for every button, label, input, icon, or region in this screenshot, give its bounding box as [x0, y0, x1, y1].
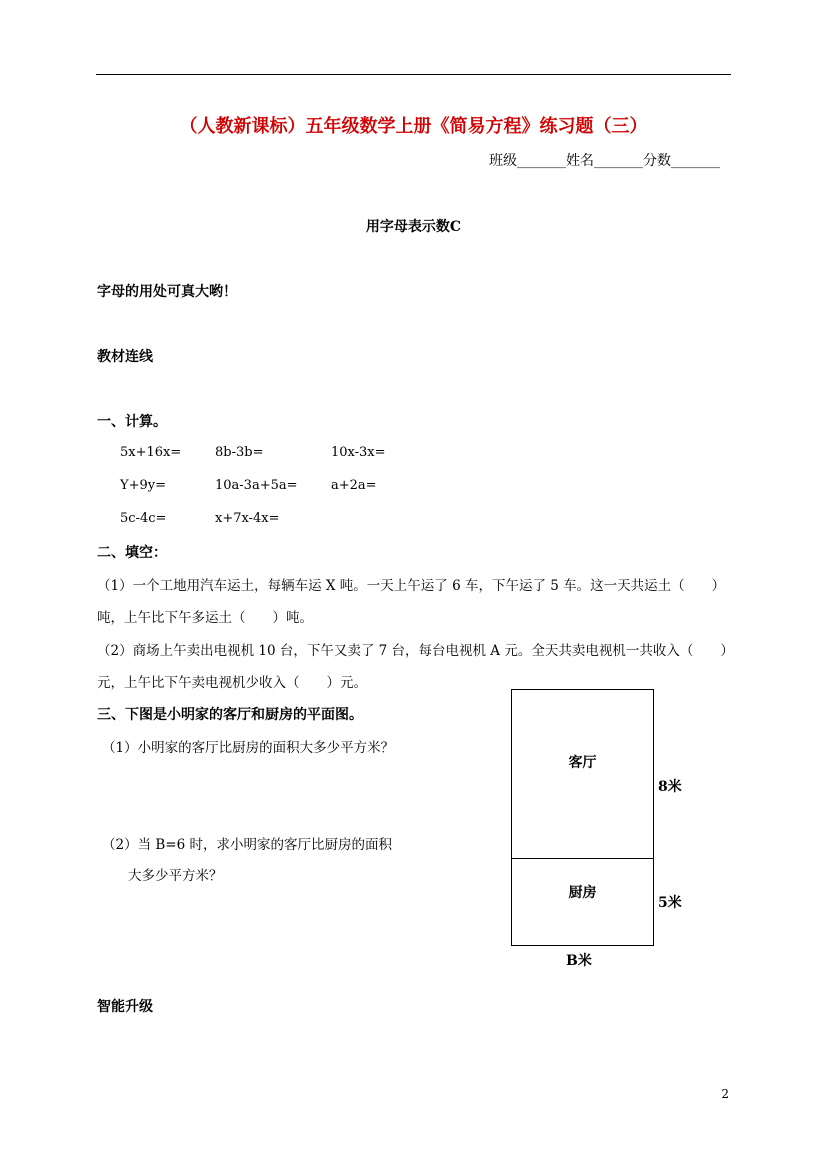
q2-p1-line2: 吨，上午比下午多运土（ ）吨。 [97, 610, 313, 626]
equation: 5x+16x= [120, 445, 182, 460]
textbook-heading: 教材连线 [97, 349, 153, 365]
equation: Y+9y= [120, 478, 166, 493]
kitchen-box [511, 858, 654, 946]
q3-heading: 三、下图是小明家的客厅和厨房的平面图。 [97, 707, 363, 723]
q2-p1-line1: （1）一个工地用汽车运土，每辆车运 X 吨。一天上午运了 6 车，下午运了 5 车。这一天共运土（ ） [97, 578, 726, 594]
q2-p2-line1: （2）商场上午卖出电视机 10 台，下午又卖了 7 台，每台电视机 A 元。全天共卖电视机一共收入（ ） [97, 643, 734, 659]
q3-sub2-line1: （2）当 B=6 时，求小明家的客厅比厨房的面积 [102, 837, 392, 853]
equation: x+7x-4x= [215, 511, 280, 526]
living-room-box [511, 689, 654, 859]
kitchen-height-label: 5米 [658, 895, 682, 911]
page-number: 2 [721, 1087, 729, 1101]
section-subtitle: 用字母表示数C [365, 219, 462, 235]
q2-p2-line2: 元，上午比下午卖电视机少收入（ ）元。 [97, 675, 367, 691]
student-info: 班级_______姓名_______分数_______ [489, 153, 720, 169]
equation: 10a-3a+5a= [215, 478, 298, 493]
page-title: （人教新课标）五年级数学上册《简易方程》练习题（三） [179, 116, 648, 137]
equation: 10x-3x= [331, 445, 386, 460]
equation: a+2a= [331, 478, 377, 493]
q3-sub2-line2: 大多少平方米？ [128, 868, 223, 884]
q3-sub1: （1）小明家的客厅比厨房的面积大多少平方米？ [102, 740, 395, 756]
kitchen-label: 厨房 [568, 885, 597, 901]
equation: 5c-4c= [120, 511, 167, 526]
living-room-label: 客厅 [568, 755, 597, 771]
top-rule [96, 74, 731, 75]
intro-heading: 字母的用处可真大哟！ [97, 284, 237, 300]
living-height-label: 8米 [658, 779, 682, 795]
equation: 8b-3b= [215, 445, 264, 460]
q2-heading: 二、填空： [97, 545, 167, 561]
upgrade-heading: 智能升级 [97, 999, 153, 1015]
width-label: B米 [566, 953, 592, 969]
q1-heading: 一、计算。 [97, 414, 167, 430]
